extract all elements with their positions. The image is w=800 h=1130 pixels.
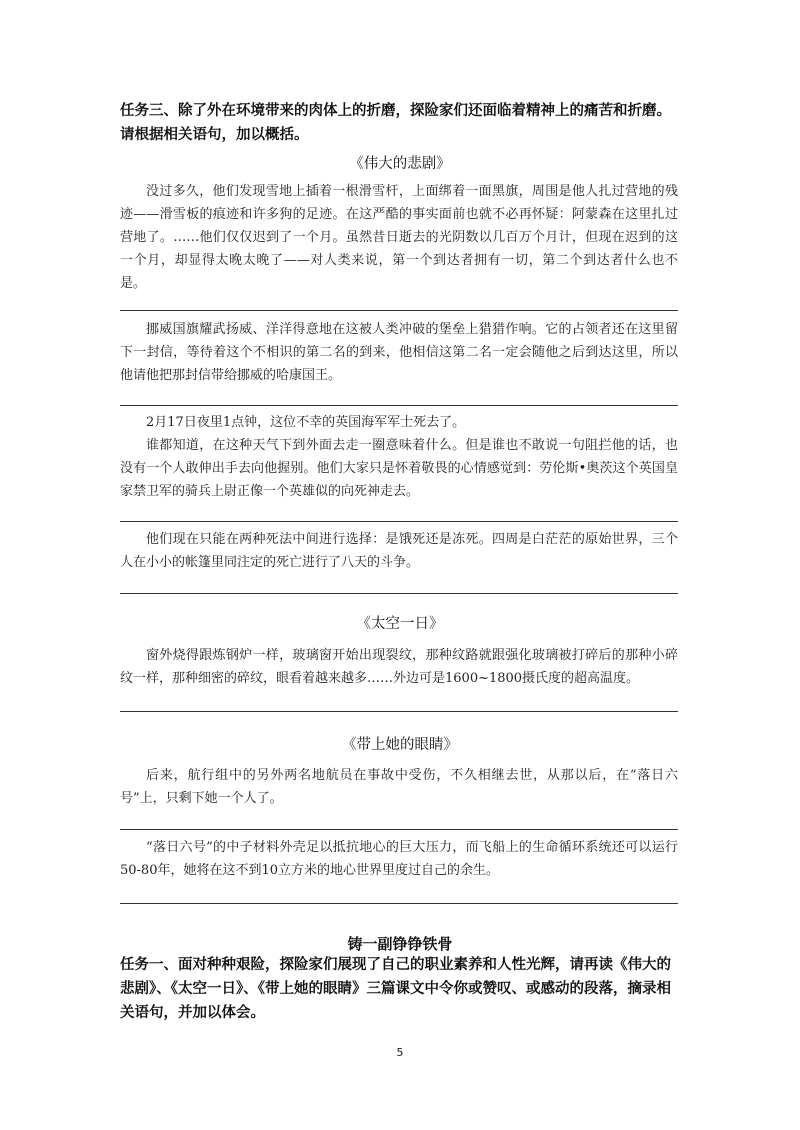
answer-line [120,711,678,712]
answer-line [120,310,678,311]
task1-text: 面对种种艰险，探险家们展现了自己的职业素养和人性光辉，请再读《伟大的悲剧》、《太空一日》、《带上她的眼睛》三篇课文中令你或赞叹、或感动的段落，摘录相关语句，并加以体会。 [120,957,671,1021]
section-title: 铸一副铮铮铁骨 [347,935,453,953]
article2-passage-1-paragraph-1: 窗外烧得跟炼钢炉一样，玻璃窗开始出现裂纹，那种纹路就跟强化玻璃被打碎后的那种小碎纹一样，那种细密的碎纹，眼看着越来越多……外边可是1600~1800摄氏度的超高温度。 [120,648,678,686]
article1-passage-3-paragraph-2: 谁都知道，在这种天气下到外面去走一圈意味着什么。但是谁也不敢说一句阻拦他的话，也没有一个人敢伸出手去向他握别。他们大家只是怀着敬畏的心情感觉到：劳伦斯•奥茨这个英国皇家禁卫军的骑兵上尉正像一个英雄似的向死神走去。 [120,438,678,499]
page-number: 5 [396,1046,404,1059]
article1-passage-3 [120,411,678,503]
article3-passage-1-paragraph-1: 后来，航行组中的另外两名地航员在事故中受伤，不久相继去世，从那以后，在“落日六号”上，只剩下她一个人了。 [120,768,678,806]
task3-text: 除了外在环境带来的肉体上的折磨，探险家们还面临着精神上的痛苦和折磨。请根据相关语句，加以概括。 [120,103,671,143]
article1-passage-2-paragraph-1: 挪威国旗耀武扬威、洋洋得意地在这被人类冲破的堡垒上猎猎作响。它的占领者还在这里留下一封信，等待着这个不相识的第二名的到来，他相信这第二名一定会随他之后到达这里，所以他请他把那封信带给挪威的哈康国王。 [120,322,678,383]
article1-passage-4-paragraph-1: 他们现在只能在两种死法中间进行选择：是饿死还是冻死。四周是白茫茫的原始世界，三个人在小小的帐篷里同注定的死亡进行了八天的斗争。 [120,532,678,570]
answer-line [120,405,678,406]
article3-passage-2 [120,836,678,882]
article3-passage-2-paragraph-1: “落日六号”的中子材料外壳足以抵抗地心的巨大压力，而飞船上的生命循环系统还可以运行50-80年，她将在这不到10立方米的地心世界里度过自己的余生。 [120,840,678,878]
article2-title: 《太空一日》 [356,616,444,632]
task1-tag: 任务一、 [120,957,178,973]
article1-title: 《伟大的悲剧》 [349,156,451,172]
task3-heading [120,99,680,147]
answer-line [120,593,678,594]
article1-passage-4 [120,528,678,574]
article1-passage-1 [120,180,678,295]
answer-line [120,903,678,904]
task3-tag: 任务三、 [120,103,178,119]
article3-passage-1 [120,764,678,810]
task1-heading [120,953,680,1025]
article3-title: 《带上她的眼睛》 [342,737,458,753]
article1-passage-1-paragraph-1: 没过多久，他们发现雪地上插着一根滑雪杆，上面绑着一面黑旗，周围是他人扎过营地的残迹——滑雪板的痕迹和许多狗的足迹。在这严酷的事实面前也就不必再怀疑：阿蒙森在这里扎过营地了。……他们仅仅迟到了一个月。虽然昔日逝去的光阴数以几百万个月计，但现在迟到的这一个月，却显得太晚太晚了——对人类来说，第一个到达者拥有一切，第二个到达者什么也不是。 [120,184,678,291]
answer-line [120,829,678,830]
article1-passage-3-paragraph-1: 2月17日夜里1点钟，这位不幸的英国海军军士死去了。 [146,415,466,430]
article2-passage-1 [120,644,678,690]
answer-line [120,521,678,522]
article1-passage-2 [120,318,678,387]
